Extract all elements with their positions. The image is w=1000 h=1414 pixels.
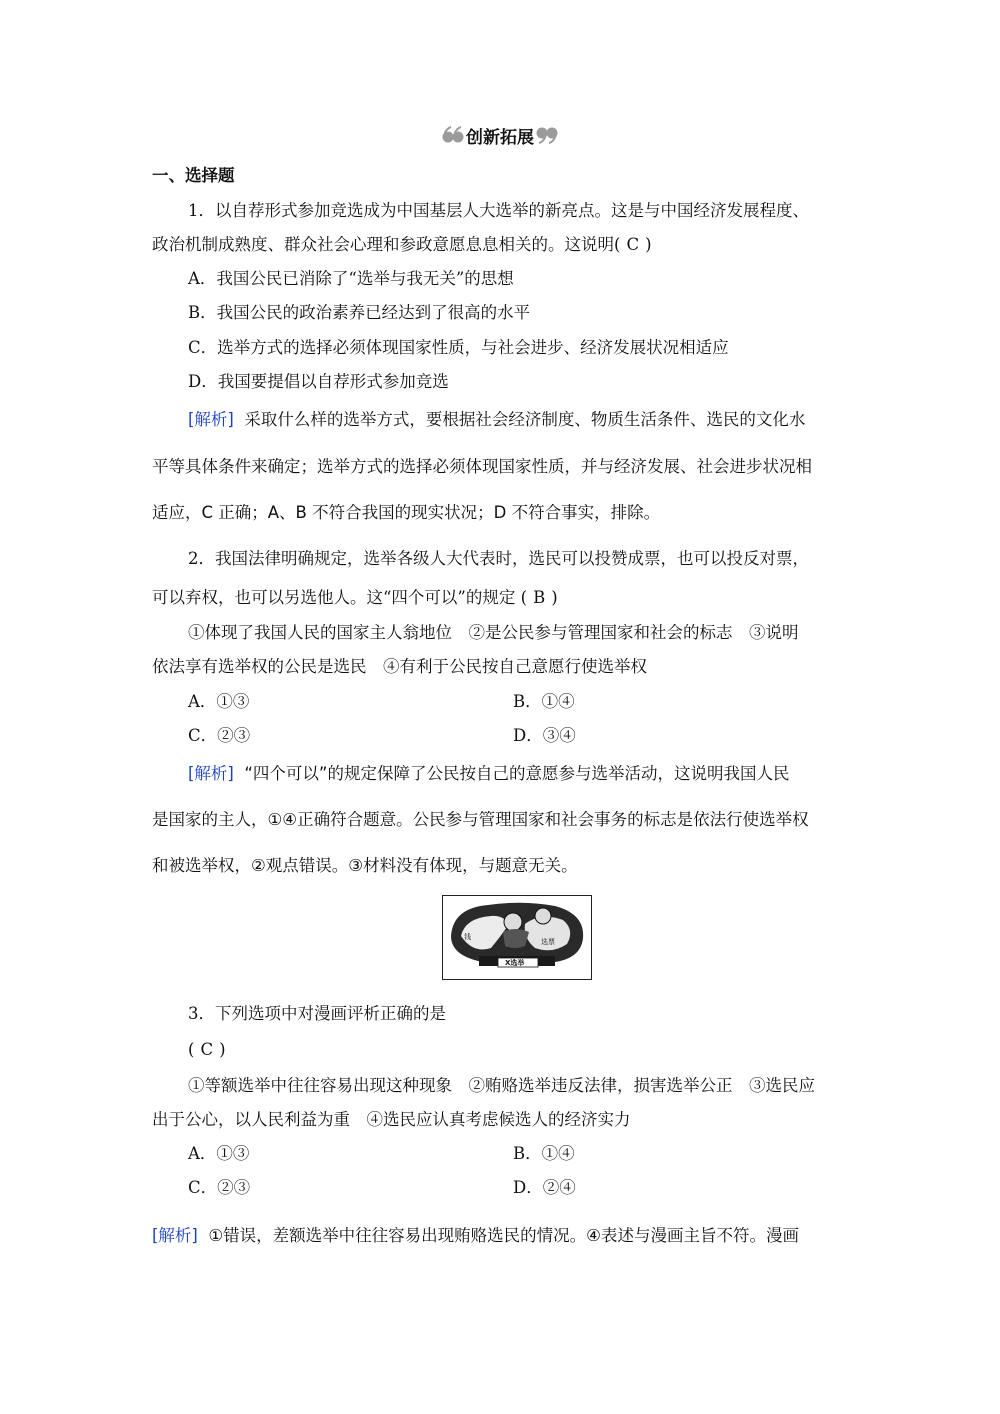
q3-option-d: D．②④ bbox=[513, 1178, 576, 1197]
q3-option-c: C．②③ bbox=[188, 1178, 251, 1197]
q3-analysis-tag: [解析] bbox=[152, 1226, 198, 1245]
q2-option-d: D．③④ bbox=[513, 726, 576, 745]
cartoon-caption: X选举 bbox=[505, 959, 525, 967]
q2-analysis-line-1 bbox=[188, 760, 789, 784]
q3-analysis-text-1: ①错误，差额选举中往往容易出现贿赂选民的情况。④表述与漫画主旨不符。漫画 bbox=[208, 1226, 799, 1245]
close-quote-icon bbox=[536, 125, 558, 145]
q1-answer: C bbox=[626, 235, 640, 254]
q1-stem-close: ) bbox=[645, 235, 652, 254]
q3-stem-close: ) bbox=[219, 1040, 226, 1059]
q2-stem-text: 可以弃权，也可以另选他人。这“四个可以”的规定 ( bbox=[152, 588, 528, 607]
q2-stem-line-2 bbox=[152, 584, 558, 608]
q1-stem-line-1: 1．以自荐形式参加竞选成为中国基层人大选举的新亮点。这是与中国经济发展程度、 bbox=[188, 201, 809, 220]
q1-analysis-line-2: 平等具体条件来确定；选举方式的选择必须体现国家性质，并与经济发展、社会进步状况相 bbox=[152, 457, 812, 476]
q1-option-d: D．我国要提倡以自荐形式参加竞选 bbox=[188, 372, 449, 391]
q2-analysis-line-3: 和被选举权，②观点错误。③材料没有体现，与题意无关。 bbox=[152, 856, 578, 875]
q3-stem-line-1: 3．下列选项中对漫画评析正确的是 bbox=[188, 1004, 446, 1023]
cartoon-illustration bbox=[443, 896, 591, 979]
q2-option-c: C．②③ bbox=[188, 726, 251, 745]
q1-stem-line-2 bbox=[152, 231, 652, 255]
q2-option-b: B．①④ bbox=[513, 692, 575, 711]
q2-answer: B bbox=[533, 588, 546, 607]
cartoon-figure bbox=[442, 895, 592, 980]
q3-analysis-line-1 bbox=[152, 1222, 799, 1246]
q3-option-a: A．①③ bbox=[188, 1144, 250, 1163]
q1-analysis-tag: [解析] bbox=[188, 410, 234, 429]
q1-analysis-line-1 bbox=[188, 406, 805, 430]
cartoon-label-ballot: 选票 bbox=[541, 938, 555, 946]
q3-answer: C bbox=[200, 1040, 214, 1059]
q1-option-c: C．选举方式的选择必须体现国家性质，与社会进步、经济发展状况相适应 bbox=[188, 338, 729, 357]
section-title: 一、选择题 bbox=[152, 166, 235, 185]
section-heading bbox=[0, 120, 1000, 150]
q3-stem-open: ( bbox=[188, 1040, 195, 1059]
q1-option-a: A．我国公民已消除了“选举与我无关”的思想 bbox=[188, 269, 514, 288]
q2-statements-line-1: ①体现了我国人民的国家主人翁地位 ②是公民参与管理国家和社会的标志 ③说明 bbox=[188, 623, 799, 642]
q2-stem-close: ) bbox=[551, 588, 558, 607]
q1-analysis-text-1: 采取什么样的选举方式，要根据社会经济制度、物质生活条件、选民的文化水 bbox=[244, 410, 806, 429]
q2-statements-line-2: 依法享有选举权的公民是选民 ④有利于公民按自己意愿行使选举权 bbox=[152, 657, 647, 676]
q2-analysis-tag: [解析] bbox=[188, 764, 234, 783]
q3-option-b: B．①④ bbox=[513, 1144, 575, 1163]
q1-stem-text: 政治机制成熟度、群众社会心理和参政意愿息息相关的。这说明( bbox=[152, 235, 621, 254]
open-quote-icon bbox=[442, 125, 464, 145]
q2-analysis-text-1: “四个可以”的规定保障了公民按自己的意愿参与选举活动，这说明我国人民 bbox=[244, 764, 790, 783]
q2-analysis-line-2: 是国家的主人，①④正确符合题意。公民参与管理国家和社会事务的标志是依法行使选举权 bbox=[152, 810, 809, 829]
q1-option-b: B．我国公民的政治素养已经达到了很高的水平 bbox=[188, 303, 531, 322]
q2-stem-line-1: 2．我国法律明确规定，选举各级人大代表时，选民可以投赞成票，也可以投反对票， bbox=[188, 549, 809, 568]
q1-analysis-line-3: 适应，C 正确；A、B 不符合我国的现实状况；D 不符合事实，排除。 bbox=[152, 503, 661, 522]
heading-title: 创新拓展 bbox=[466, 127, 534, 148]
q3-statements-line-2: 出于公心，以人民利益为重 ④选民应认真考虑候选人的经济实力 bbox=[152, 1110, 631, 1129]
q3-statements-line-1: ①等额选举中往往容易出现这种现象 ②贿赂选举违反法律，损害选举公正 ③选民应 bbox=[188, 1076, 815, 1095]
q2-option-a: A．①③ bbox=[188, 692, 250, 711]
q3-stem-line-2 bbox=[188, 1040, 226, 1059]
cartoon-label-money: 钱 bbox=[464, 933, 471, 941]
